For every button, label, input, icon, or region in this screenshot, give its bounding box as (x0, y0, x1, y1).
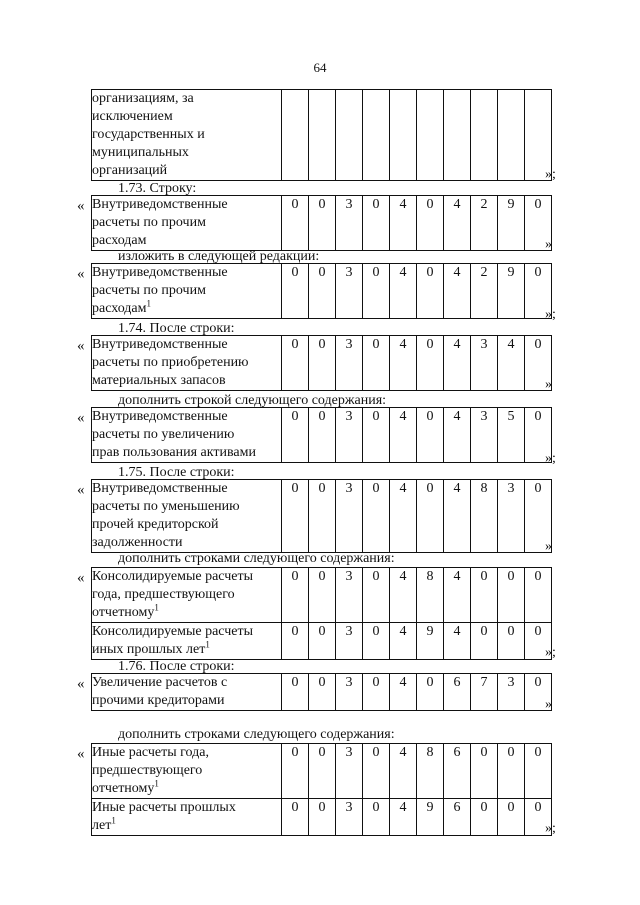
table-row (92, 744, 552, 799)
code-table (91, 89, 552, 181)
table-row (92, 480, 552, 553)
table-row (92, 568, 552, 623)
code-digit: 3 (336, 568, 363, 623)
code-digit: 0 (525, 264, 552, 319)
code-digit: 0 (309, 196, 336, 251)
code-digit: 4 (390, 674, 417, 711)
open-quote: « (77, 676, 85, 692)
code-digit (498, 90, 525, 181)
code-digit: 0 (417, 336, 444, 391)
code-digit: 3 (498, 674, 525, 711)
row-name: Консолидируемые расчеты года, предшествующего отчетному$^1$ (92, 568, 282, 623)
code-table (91, 335, 552, 391)
code-digit: 0 (282, 264, 309, 319)
code-digit: 0 (363, 480, 390, 553)
close-quote: »; (545, 451, 556, 466)
code-digit: 0 (525, 799, 552, 836)
code-digit: 0 (471, 623, 498, 660)
footnote-mark: 1 (111, 815, 116, 826)
code-digit: 0 (309, 623, 336, 660)
row-name: организациям, за исключением государственных и муниципальных организаций (92, 90, 282, 181)
instruction-line: 1.73. Строку: (118, 181, 197, 196)
code-digit: 0 (417, 196, 444, 251)
code-digit: 4 (444, 336, 471, 391)
code-digit: 0 (363, 408, 390, 463)
code-digit: 0 (498, 744, 525, 799)
code-digit: 0 (282, 196, 309, 251)
code-digit: 0 (417, 408, 444, 463)
code-digit: 0 (363, 336, 390, 391)
row-name: Увеличение расчетов с прочими кредиторами (92, 674, 282, 711)
code-digit: 4 (390, 799, 417, 836)
code-digit: 8 (417, 568, 444, 623)
code-digit: 0 (363, 196, 390, 251)
table-row (92, 674, 552, 711)
footnote-mark: 1 (146, 298, 152, 309)
code-digit: 0 (309, 799, 336, 836)
code-digit: 4 (444, 408, 471, 463)
close-quote: » (545, 237, 552, 252)
code-digit: 3 (336, 623, 363, 660)
code-digit: 0 (282, 623, 309, 660)
open-quote: « (77, 570, 85, 586)
code-digit: 3 (336, 196, 363, 251)
code-digit: 4 (390, 480, 417, 553)
code-digit: 3 (471, 336, 498, 391)
code-digit: 4 (444, 264, 471, 319)
code-digit: 0 (525, 480, 552, 553)
code-digit: 4 (390, 408, 417, 463)
code-digit: 4 (390, 568, 417, 623)
instruction-line: изложить в следующей редакции: (118, 249, 320, 264)
code-digit: 4 (444, 623, 471, 660)
code-digit (336, 90, 363, 181)
code-digit (471, 90, 498, 181)
row-name: Иные расчеты прошлых лет$^1$ (92, 799, 282, 836)
code-digit: 4 (444, 196, 471, 251)
code-digit: 0 (471, 744, 498, 799)
open-quote: « (77, 410, 85, 426)
code-digit: 0 (282, 336, 309, 391)
row-name: Внутриведомственные расчеты по прочим расходам$^1$ (92, 264, 282, 319)
table-row (92, 799, 552, 836)
code-table (91, 479, 552, 553)
code-digit: 9 (417, 623, 444, 660)
code-digit: 7 (471, 674, 498, 711)
code-digit: 0 (525, 196, 552, 251)
instruction-line: дополнить строкой следующего содержания: (118, 393, 387, 408)
close-quote: »; (545, 307, 556, 322)
code-digit: 0 (309, 336, 336, 391)
code-digit: 3 (336, 674, 363, 711)
code-digit: 3 (336, 744, 363, 799)
code-digit: 0 (309, 674, 336, 711)
code-digit (282, 90, 309, 181)
code-digit: 2 (471, 196, 498, 251)
row-name: Внутриведомственные расчеты по прочим расходам (92, 196, 282, 251)
code-digit: 0 (417, 674, 444, 711)
open-quote: « (77, 266, 85, 282)
close-quote: »; (545, 821, 556, 836)
code-digit: 4 (390, 336, 417, 391)
close-quote: » (545, 697, 552, 712)
code-digit: 0 (363, 674, 390, 711)
code-digit: 9 (417, 799, 444, 836)
code-digit: 0 (282, 408, 309, 463)
code-digit: 0 (498, 799, 525, 836)
code-digit: 0 (282, 799, 309, 836)
code-digit: 0 (417, 264, 444, 319)
code-digit: 0 (525, 744, 552, 799)
code-digit (309, 90, 336, 181)
code-table (91, 263, 552, 319)
instruction-line: дополнить строками следующего содержания: (118, 551, 395, 566)
row-name: Консолидируемые расчеты иных прошлых лет$^1$ (92, 623, 282, 660)
code-digit: 0 (363, 623, 390, 660)
code-digit: 9 (498, 196, 525, 251)
footnote-mark: 1 (154, 602, 159, 613)
code-digit: 0 (471, 568, 498, 623)
row-name: Внутриведомственные расчеты по увеличению прав пользования активами (92, 408, 282, 463)
code-digit: 0 (363, 799, 390, 836)
code-digit: 4 (390, 264, 417, 319)
code-digit: 0 (498, 568, 525, 623)
open-quote: « (77, 338, 85, 354)
code-digit: 0 (282, 744, 309, 799)
table-row (92, 623, 552, 660)
code-digit: 0 (471, 799, 498, 836)
code-digit (363, 90, 390, 181)
code-digit: 0 (363, 744, 390, 799)
close-quote: »; (545, 167, 556, 182)
table-row (92, 336, 552, 391)
code-digit: 2 (471, 264, 498, 319)
code-digit (417, 90, 444, 181)
code-table (91, 567, 552, 660)
row-name: Внутриведомственные расчеты по приобретению материальных запасов (92, 336, 282, 391)
code-digit: 4 (444, 480, 471, 553)
table-row (92, 264, 552, 319)
code-table (91, 195, 552, 251)
code-digit: 4 (444, 568, 471, 623)
code-digit: 8 (471, 480, 498, 553)
code-digit: 0 (363, 568, 390, 623)
code-digit: 0 (417, 480, 444, 553)
code-digit: 6 (444, 799, 471, 836)
page-number: 64 (313, 60, 327, 75)
code-digit: 3 (498, 480, 525, 553)
code-digit: 0 (282, 674, 309, 711)
code-digit: 3 (471, 408, 498, 463)
table-row (92, 90, 552, 181)
footnote-mark: 1 (205, 639, 210, 650)
open-quote: « (77, 482, 85, 498)
code-digit (444, 90, 471, 181)
code-digit: 0 (498, 623, 525, 660)
code-digit: 0 (309, 264, 336, 319)
instruction-line: 1.76. После строки: (118, 659, 235, 674)
instruction-line: 1.75. После строки: (118, 465, 235, 480)
code-digit: 4 (498, 336, 525, 391)
code-digit: 3 (336, 264, 363, 319)
row-name: Внутриведомственные расчеты по уменьшению прочей кредиторской задолженности (92, 480, 282, 553)
code-digit: 0 (525, 623, 552, 660)
code-digit: 4 (390, 744, 417, 799)
code-digit: 4 (390, 623, 417, 660)
code-digit: 0 (363, 264, 390, 319)
code-digit: 3 (336, 336, 363, 391)
footnote-mark: 1 (154, 778, 159, 789)
close-quote: »; (545, 645, 556, 660)
open-quote: « (77, 198, 85, 214)
code-digit: 8 (417, 744, 444, 799)
code-digit: 3 (336, 799, 363, 836)
code-digit: 0 (525, 568, 552, 623)
code-digit: 0 (309, 568, 336, 623)
code-digit: 0 (525, 408, 552, 463)
code-digit: 6 (444, 744, 471, 799)
code-digit: 9 (498, 264, 525, 319)
instruction-line: дополнить строками следующего содержания: (118, 727, 395, 742)
code-table (91, 673, 552, 711)
code-digit: 3 (336, 408, 363, 463)
code-digit: 0 (525, 336, 552, 391)
code-digit: 0 (282, 480, 309, 553)
code-digit: 0 (309, 744, 336, 799)
close-quote: » (545, 539, 552, 554)
code-digit (390, 90, 417, 181)
code-digit: 0 (309, 408, 336, 463)
code-digit: 0 (525, 674, 552, 711)
code-digit: 0 (309, 480, 336, 553)
row-name: Иные расчеты года, предшествующего отчетному$^1$ (92, 744, 282, 799)
code-digit: 5 (498, 408, 525, 463)
code-digit: 6 (444, 674, 471, 711)
code-digit: 3 (336, 480, 363, 553)
table-row (92, 196, 552, 251)
open-quote: « (77, 746, 85, 762)
code-digit: 0 (282, 568, 309, 623)
table-row (92, 408, 552, 463)
code-table (91, 743, 552, 836)
code-table (91, 407, 552, 463)
instruction-line: 1.74. После строки: (118, 321, 235, 336)
code-digit: 4 (390, 196, 417, 251)
close-quote: » (545, 377, 552, 392)
